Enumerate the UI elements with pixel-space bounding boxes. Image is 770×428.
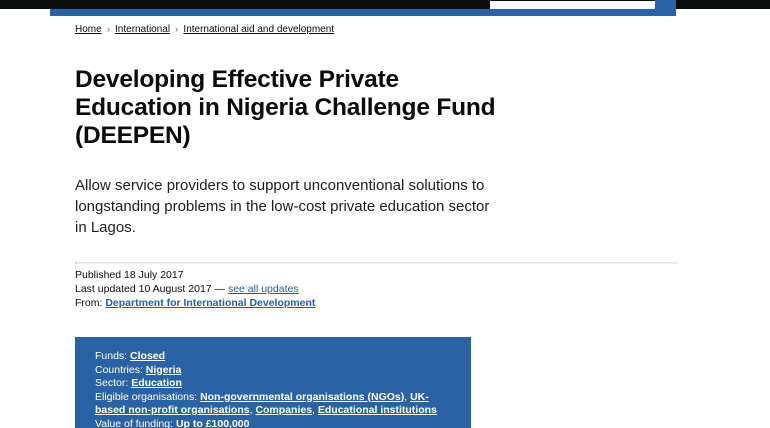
funding-row-label: Eligible organisations:: [95, 390, 201, 403]
funding-link[interactable]: Nigeria: [145, 363, 182, 376]
last-updated-line: [75, 282, 315, 296]
page-title: Developing Effective Private Education in Nigeria Challenge Fund (DEEPEN): [75, 66, 496, 149]
funding-link[interactable]: Education: [131, 377, 182, 389]
funding-row-label: Funds:: [95, 350, 131, 362]
from-line: [75, 296, 315, 310]
section-divider: [75, 262, 677, 264]
metadata-block: [75, 268, 315, 310]
from-label: From:: [75, 297, 103, 309]
department-link[interactable]: Department for International Development: [105, 297, 316, 309]
funding-link[interactable]: Closed: [130, 350, 166, 362]
funding-link[interactable]: Companies: [255, 404, 313, 416]
breadcrumb-international[interactable]: International: [115, 24, 171, 35]
breadcrumb-international-aid[interactable]: International aid and development: [183, 24, 335, 35]
see-all-updates-link[interactable]: see all updates: [227, 283, 299, 295]
site-search-button[interactable]: [655, 0, 676, 9]
funding-row: [95, 418, 451, 428]
funding-link[interactable]: Up to £100,000: [175, 417, 250, 428]
funding-row-label: Sector:: [95, 377, 132, 389]
funding-row: [95, 364, 451, 378]
funding-details-box: [75, 337, 471, 428]
last-updated-text: Last updated 10 August 2017 —: [75, 283, 228, 295]
funding-row-label: Value of funding:: [95, 417, 176, 428]
site-search-input[interactable]: [490, 1, 655, 9]
breadcrumb-separator-icon: ›: [175, 24, 179, 35]
lead-paragraph: Allow service providers to support unconventional solutions to longstanding problems in the low-cost private education sector in Lagos.: [75, 177, 490, 236]
breadcrumb-separator-icon: ›: [106, 24, 110, 35]
published-line: Published 18 July 2017: [75, 269, 184, 281]
header-blue-border: [50, 9, 676, 16]
breadcrumb-home[interactable]: Home: [75, 24, 102, 35]
funding-row: [95, 377, 451, 391]
funding-link[interactable]: Non-governmental organisations (NGOs): [200, 390, 405, 403]
site-header-bar: [0, 0, 770, 9]
funding-row: [95, 350, 451, 364]
funding-row-label: Countries:: [95, 363, 146, 376]
funding-link[interactable]: Educational institutions: [317, 404, 437, 416]
breadcrumb: [75, 24, 334, 36]
funding-link[interactable]: UK-based non-profit organisations: [95, 390, 429, 416]
funding-row: Eligible organisations: Non-governmental organisations (NGOs), UK-based non-profit organisations, Companies, Educational institutions: [95, 390, 437, 416]
